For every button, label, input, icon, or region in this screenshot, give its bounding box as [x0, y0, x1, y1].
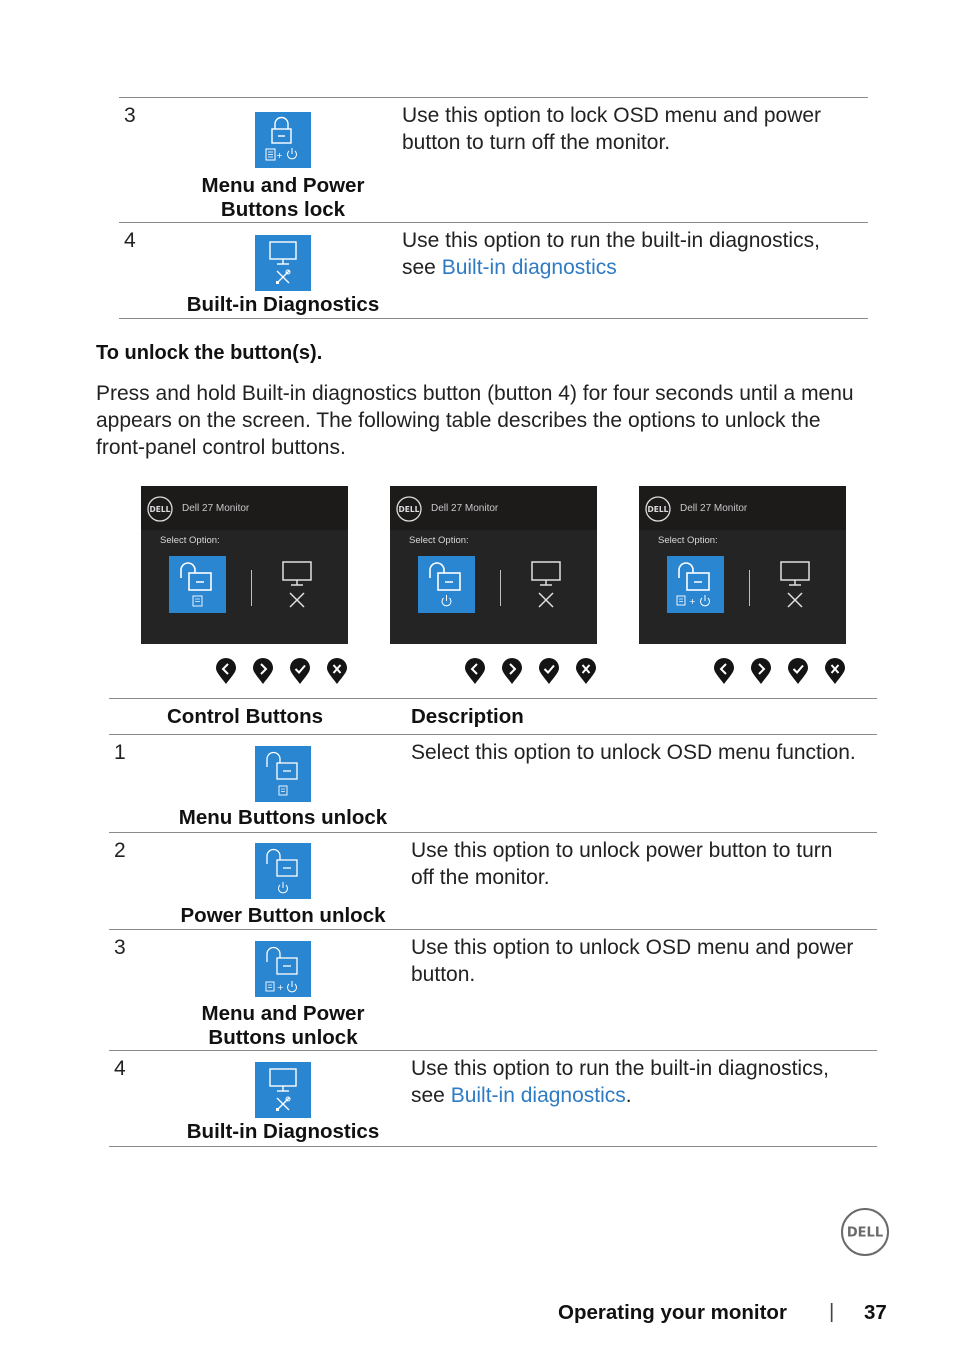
osd-title: Dell 27 Monitor [431, 503, 499, 514]
unlock-table-rule [109, 1050, 877, 1051]
svg-text:DELL: DELL [398, 505, 420, 514]
footer-section-title: Operating your monitor [558, 1301, 787, 1324]
chevron-right-icon[interactable] [252, 657, 274, 685]
osd-panel-menu-unlock [141, 486, 348, 644]
dell-logo-icon [645, 496, 671, 522]
built-in-diagnostics-link[interactable]: Built-in diagnostics [450, 1084, 626, 1107]
row-number: 3 [114, 936, 126, 959]
checkmark-icon[interactable] [787, 657, 809, 685]
built-in-diagnostics-icon [255, 235, 311, 291]
row-number: 2 [114, 839, 126, 862]
built-in-diagnostics-description: Use this option to run the built-in diagnostics, see Built-in diagnostics [402, 229, 820, 279]
unlock-table-rule-bottom [109, 1146, 877, 1147]
dell-logo-icon [840, 1207, 890, 1257]
power-button-unlock-label: Power Button unlock [180, 904, 386, 927]
osd-divider [749, 570, 750, 606]
unlock-table-header-rule [109, 734, 877, 735]
svg-text:+: + [277, 983, 284, 992]
svg-text:DELL: DELL [647, 505, 669, 514]
menu-power-unlock-icon [255, 941, 311, 997]
built-in-diagnostics-icon[interactable] [528, 558, 564, 614]
row-number: 4 [114, 1057, 126, 1080]
menu-buttons-unlock-description: Select this option to unlock OSD menu function. [411, 741, 856, 764]
power-unlock-icon [255, 843, 311, 899]
built-in-diagnostics-description: Use this option to run the built-in diagnostics, see Built-in diagnostics. [411, 1057, 829, 1107]
close-icon[interactable] [575, 657, 597, 685]
page-number: 37 [864, 1301, 887, 1324]
close-icon[interactable] [326, 657, 348, 685]
unlock-table-rule [109, 929, 877, 930]
osd-title: Dell 27 Monitor [680, 503, 748, 514]
unlock-table-rule-top [109, 698, 877, 699]
built-in-diagnostics-icon [255, 1062, 311, 1118]
chevron-left-icon[interactable] [215, 657, 237, 685]
chevron-left-icon[interactable] [464, 657, 486, 685]
osd-divider [251, 570, 252, 606]
unlock-paragraph: Press and hold Built-in diagnostics button (button 4) for four seconds until a menu appears on the screen. The following table describes the options to unlock the front-panel control buttons. [96, 382, 854, 459]
menu-power-lock-description: Use this option to lock OSD menu and power button to turn off the monitor. [402, 104, 822, 154]
dell-logo-icon [396, 496, 422, 522]
control-buttons-header: Control Buttons [167, 705, 323, 728]
osd-panel-menu-power-unlock [639, 486, 846, 644]
osd-title: Dell 27 Monitor [182, 503, 250, 514]
menu-power-unlock-label: Menu and Power Buttons unlock [201, 1002, 365, 1049]
description-header: Description [411, 705, 524, 728]
menu-unlock-icon [255, 746, 311, 802]
menu-buttons-unlock-label: Menu Buttons unlock [178, 806, 388, 829]
menu-power-unlock-icon[interactable] [667, 556, 724, 613]
built-in-diagnostics-icon[interactable] [777, 558, 813, 614]
svg-text:+: + [689, 597, 696, 606]
checkmark-icon[interactable] [538, 657, 560, 685]
osd-panel-power-unlock [390, 486, 597, 644]
built-in-diagnostics-label: Built-in Diagnostics [186, 293, 380, 316]
osd-select-label: Select Option: [409, 535, 469, 546]
menu-power-unlock-description: Use this option to unlock OSD menu and power button. [411, 936, 854, 986]
svg-text:+: + [276, 151, 283, 160]
menu-unlock-icon[interactable] [169, 556, 226, 613]
checkmark-icon[interactable] [289, 657, 311, 685]
row-number: 3 [124, 104, 136, 127]
top-table-rule-bottom [119, 318, 868, 319]
osd-select-label: Select Option: [658, 535, 718, 546]
top-table-rule [119, 222, 868, 223]
chevron-right-icon[interactable] [750, 657, 772, 685]
row-number: 4 [124, 229, 136, 252]
top-table-rule-top [119, 97, 868, 98]
chevron-right-icon[interactable] [501, 657, 523, 685]
built-in-diagnostics-link[interactable]: Built-in diagnostics [441, 256, 617, 279]
built-in-diagnostics-icon[interactable] [279, 558, 315, 614]
unlock-heading: To unlock the button(s). [96, 342, 323, 364]
unlock-table-rule [109, 832, 877, 833]
power-button-unlock-description: Use this option to unlock power button to turn off the monitor. [411, 839, 833, 889]
menu-power-lock-label: Menu and Power Buttons lock [201, 174, 365, 221]
svg-text:DELL: DELL [149, 505, 171, 514]
dell-logo-text: DELL [846, 1225, 884, 1241]
dell-logo-icon [147, 496, 173, 522]
osd-divider [500, 570, 501, 606]
close-icon[interactable] [824, 657, 846, 685]
footer-separator: | [829, 1300, 835, 1323]
osd-select-label: Select Option: [160, 535, 220, 546]
built-in-diagnostics-label: Built-in Diagnostics [186, 1120, 380, 1143]
row-number: 1 [114, 741, 126, 764]
chevron-left-icon[interactable] [713, 657, 735, 685]
power-unlock-icon[interactable] [418, 556, 475, 613]
menu-power-lock-icon [255, 112, 311, 168]
